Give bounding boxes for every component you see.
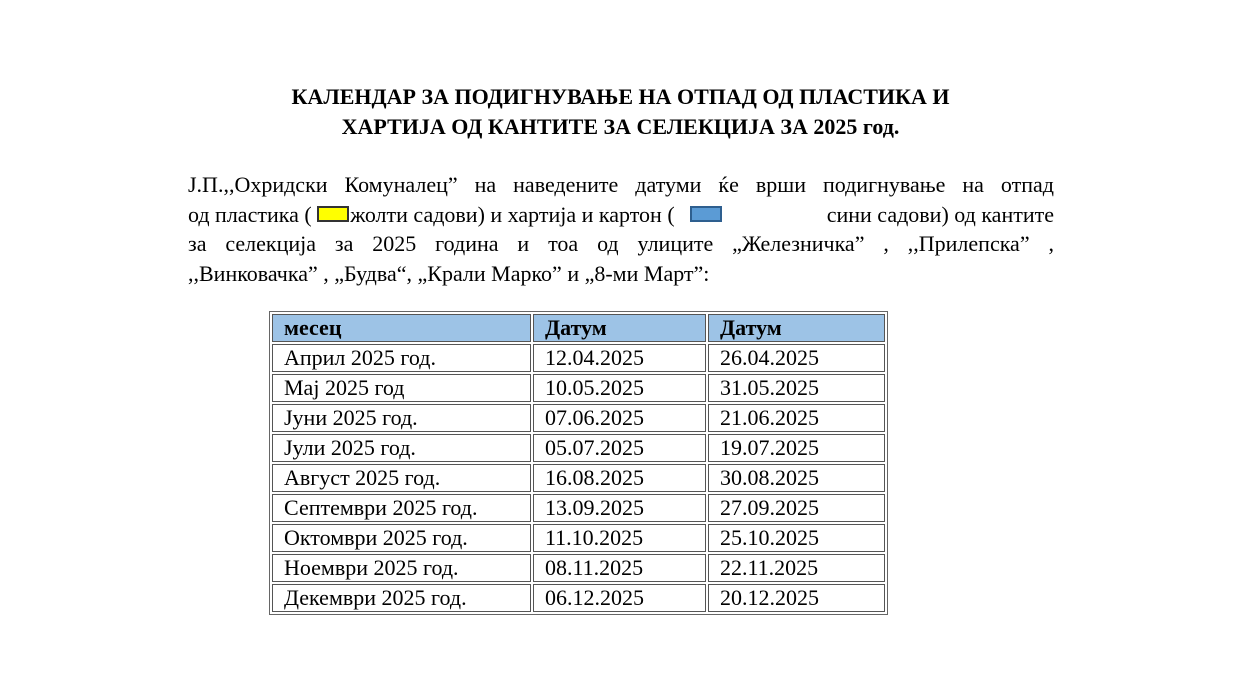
month-cell: Мај 2025 год xyxy=(272,374,531,402)
title-line-1: КАЛЕНДАР ЗА ПОДИГНУВАЊЕ НА ОТПАД ОД ПЛАСТИКА И xyxy=(291,84,950,109)
month-cell: Јули 2025 год. xyxy=(272,434,531,462)
date-cell: 07.06.2025 xyxy=(533,404,706,432)
table-row xyxy=(272,464,885,492)
title-line-2: ХАРТИЈА ОД КАНТИТЕ ЗА СЕЛЕКЦИЈА ЗА 2025 год. xyxy=(341,114,900,139)
date-cell: 05.07.2025 xyxy=(533,434,706,462)
yellow-swatch-icon xyxy=(317,206,349,222)
header-date-2: Датум xyxy=(708,314,885,342)
month-cell: Август 2025 год. xyxy=(272,464,531,492)
table-row xyxy=(272,554,885,582)
header-date-1: Датум xyxy=(533,314,706,342)
month-cell: Април 2025 год. xyxy=(272,344,531,372)
intro-line-3: за селекција за 2025 година и тоа од улиците „Железничка” , ,,Прилепска” , xyxy=(188,231,1054,256)
table-header-row xyxy=(272,314,885,342)
date-cell: 10.05.2025 xyxy=(533,374,706,402)
date-cell: 12.04.2025 xyxy=(533,344,706,372)
date-cell: 20.12.2025 xyxy=(708,584,885,612)
date-cell: 22.11.2025 xyxy=(708,554,885,582)
intro-line-2-b: жолти садови) и хартија и картон ( xyxy=(350,201,675,227)
table-row xyxy=(272,494,885,522)
blue-swatch-icon xyxy=(690,206,722,222)
header-month: месец xyxy=(272,314,531,342)
month-cell: Декември 2025 год. xyxy=(272,584,531,612)
collection-calendar-table xyxy=(269,311,888,615)
date-cell: 31.05.2025 xyxy=(708,374,885,402)
intro-paragraph xyxy=(188,170,1054,288)
date-cell: 21.06.2025 xyxy=(708,404,885,432)
month-cell: Ноември 2025 год. xyxy=(272,554,531,582)
table-row xyxy=(272,344,885,372)
intro-line-2-c: сини садови) од кантите xyxy=(826,201,1054,227)
date-cell: 25.10.2025 xyxy=(708,524,885,552)
table-row xyxy=(272,434,885,462)
table-row xyxy=(272,374,885,402)
intro-line-2 xyxy=(188,200,1054,230)
month-cell: Септември 2025 год. xyxy=(272,494,531,522)
date-cell: 06.12.2025 xyxy=(533,584,706,612)
date-cell: 26.04.2025 xyxy=(708,344,885,372)
month-cell: Октомври 2025 год. xyxy=(272,524,531,552)
intro-line-1: Ј.П.,,Охридски Комуналец” на наведените датуми ќе врши подигнување на отпад xyxy=(188,172,1054,197)
date-cell: 30.08.2025 xyxy=(708,464,885,492)
table-row xyxy=(272,524,885,552)
date-cell: 16.08.2025 xyxy=(533,464,706,492)
date-cell: 11.10.2025 xyxy=(533,524,706,552)
table-row xyxy=(272,404,885,432)
intro-line-2-left xyxy=(188,200,734,230)
date-cell: 13.09.2025 xyxy=(533,494,706,522)
month-cell: Јуни 2025 год. xyxy=(272,404,531,432)
page-title xyxy=(0,82,1241,142)
intro-line-4: ,,Винковачка” , „Будва“, „Крали Марко” и „8-ми Март”: xyxy=(188,260,710,286)
intro-line-2-a: од пластика ( xyxy=(188,201,312,227)
date-cell: 19.07.2025 xyxy=(708,434,885,462)
table-row xyxy=(272,584,885,612)
date-cell: 08.11.2025 xyxy=(533,554,706,582)
date-cell: 27.09.2025 xyxy=(708,494,885,522)
